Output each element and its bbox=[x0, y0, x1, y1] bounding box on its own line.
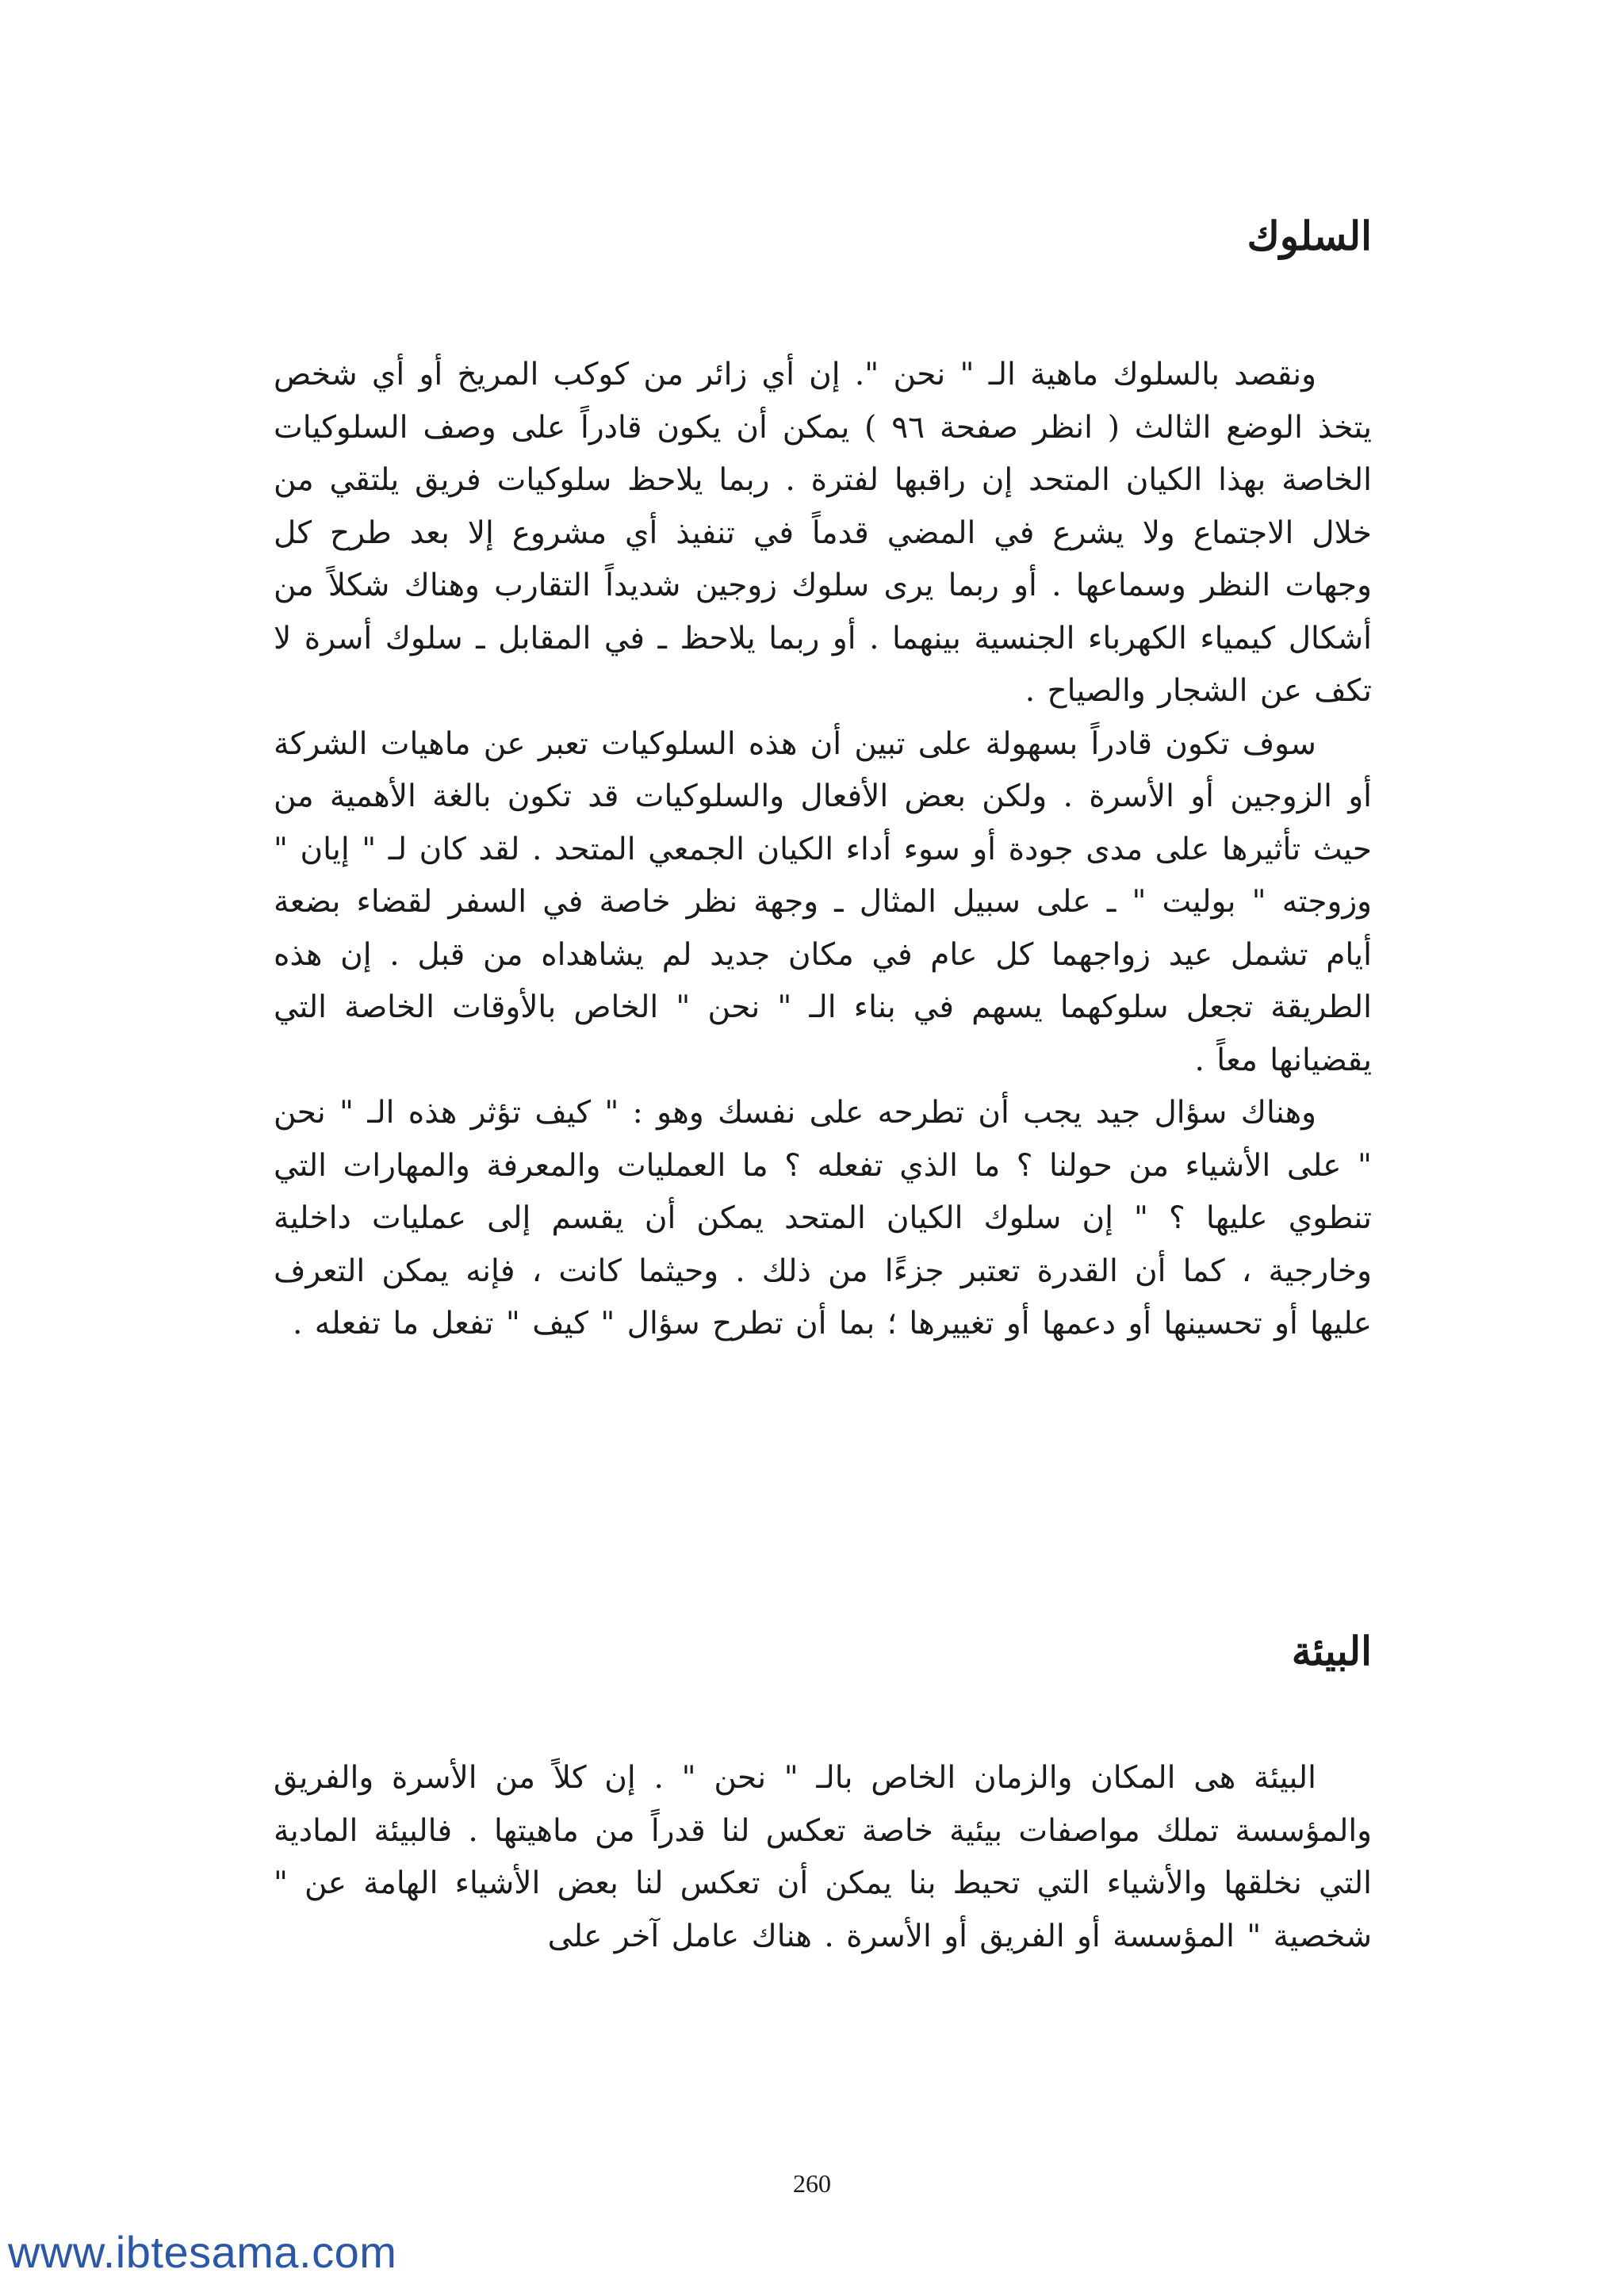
paragraph: ونقصد بالسلوك ماهية الـ " نحن ". إن أي زائر من كوكب المريخ أو أي شخص يتخذ الوضع الثالث ( انظر صفحة ٩٦ ) يمكن أن يكون قادراً على وصف السلوكيات الخاصة بهذا الكيان المتحد إن راقبها لفترة . ربما يلاحظ سلوكيات فريق يلتقي من خلال الاجتماع ولا يشرع في المضي قدماً في تنفيذ أي مشروع إلا بعد طرح كل وجهات النظر وسماعها . أو ربما يرى سلوك زوجين شديداً التقارب وهناك شكلاً من أشكال كيمياء الكهرباء الجنسية بينهما . أو ربما يلاحظ ـ في المقابل ـ سلوك أسرة لا تكف عن الشجار والصياح . bbox=[274, 357, 1373, 709]
section-heading-environment: البيئة bbox=[1291, 1628, 1372, 1674]
section-body-behavior bbox=[274, 349, 1372, 1351]
paragraph: وهناك سؤال جيد يجب أن تطرحه على نفسك وهو : " كيف تؤثر هذه الـ " نحن " على الأشياء من حولنا ؟ ما الذي تفعله ؟ ما العمليات والمعرفة والمهارات التي تنطوي عليها ؟ " إن سلوك الكيان المتحد يمكن أن يقسم إلى عمليات داخلية وخارجية ، كما أن القدرة تعتبر جزءًا من ذلك . وحيثما كانت ، فإنه يمكن التعرف عليها أو تحسينها أو دعمها أو تغييرها ؛ بما أن تطرح سؤال " كيف " تفعل ما تفعله . bbox=[274, 1095, 1372, 1341]
paragraph: البيئة هى المكان والزمان الخاص بالـ " نحن " . إن كلاً من الأسرة والفريق والمؤسسة تملك مواصفات بيئية خاصة تعكس لنا قدراً من ماهيتها . فالبيئة المادية التي نخلقها والأشياء التي تحيط بنا يمكن أن تعكس لنا بعض الأشياء الهامة عن " شخصية " المؤسسة أو الفريق أو الأسرة . هناك عامل آخر على bbox=[274, 1760, 1372, 1954]
section-heading-behavior: السلوك bbox=[1247, 212, 1372, 259]
section-body-environment bbox=[274, 1752, 1372, 1963]
watermark-url: www.ibtesama.com bbox=[8, 2227, 397, 2277]
page-number: 260 bbox=[793, 2169, 831, 2198]
paragraph: سوف تكون قادراً بسهولة على تبين أن هذه السلوكيات تعبر عن ماهيات الشركة أو الزوجين أو الأسرة . ولكن بعض الأفعال والسلوكيات قد تكون بالغة الأهمية من حيث تأثيرها على مدى جودة أو سوء أداء الكيان الجمعي المتحد . لقد كان لـ " إيان " وزوجته " بوليت " ـ على سبيل المثال ـ وجهة نظر خاصة في السفر لقضاء بضعة أيام تشمل عيد زواجهما كل عام في مكان جديد لم يشاهداه من قبل . إن هذه الطريقة تجعل سلوكهما يسهم في بناء الـ " نحن " الخاص بالأوقات الخاصة التي يقضيانها معاً . bbox=[274, 725, 1372, 1078]
